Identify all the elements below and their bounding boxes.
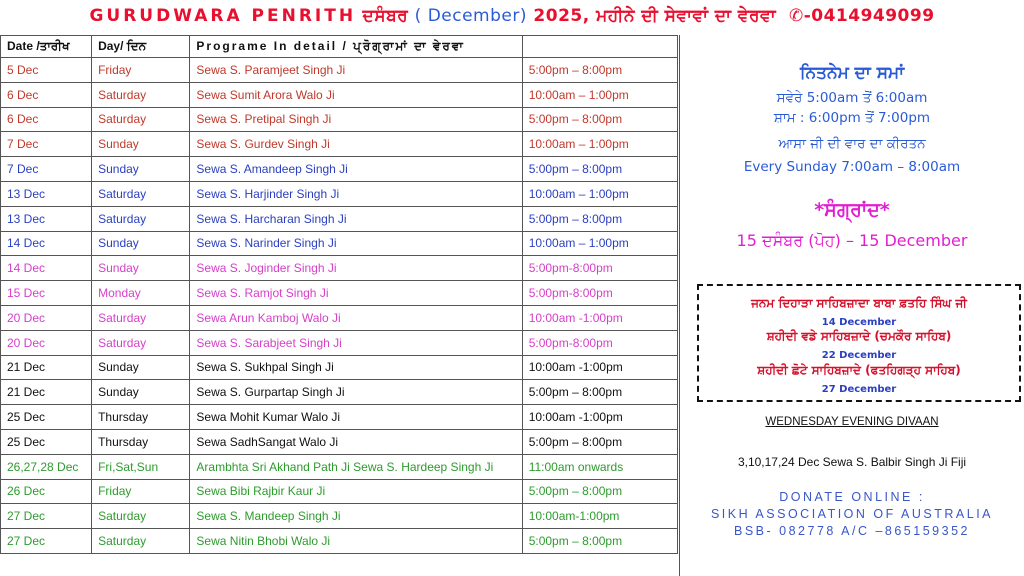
cell-time: 5:00pm-8:00pm xyxy=(522,256,677,281)
cell-date: 14 Dec xyxy=(1,256,92,281)
table-row xyxy=(1,305,678,330)
table-row xyxy=(1,355,678,380)
month-punjabi: ਦਸੰਬਰ xyxy=(362,6,409,26)
table-row xyxy=(1,281,678,306)
cell-program: Sewa S. Harcharan Singh Ji xyxy=(190,206,522,231)
cell-time: 5:00pm – 8:00pm xyxy=(522,429,677,454)
cell-date: 13 Dec xyxy=(1,181,92,206)
table-row xyxy=(1,231,678,256)
donate-title: DONATE ONLINE : xyxy=(779,490,925,504)
table-row xyxy=(1,206,678,231)
cell-program: Sewa S. Gurdev Singh Ji xyxy=(190,132,522,157)
table-row xyxy=(1,256,678,281)
cell-program: Sewa S. Amandeep Singh Ji xyxy=(190,157,522,182)
cell-time: 11:00am onwards xyxy=(522,454,677,479)
header-day: Day/ ਦਿਨ xyxy=(92,36,190,58)
cell-day: Saturday xyxy=(92,305,190,330)
donate-org: SIKH ASSOCIATION OF AUSTRALIA xyxy=(710,507,994,521)
nitnem-morning: ਸਵੇਰੇ 5:00am ਤੋਂ 6:00am xyxy=(776,90,928,106)
donate-account: BSB- 082778 A/C –865159352 xyxy=(734,524,970,538)
cell-time: 5:00pm – 8:00pm xyxy=(522,157,677,182)
cell-time: 5:00pm-8:00pm xyxy=(522,281,677,306)
cell-date: 27 Dec xyxy=(1,529,92,554)
cell-program: Sewa Mohit Kumar Walo Ji xyxy=(190,405,522,430)
cell-program: Sewa Arun Kamboj Walo Ji xyxy=(190,305,522,330)
cell-date: 20 Dec xyxy=(1,305,92,330)
cell-day: Friday xyxy=(92,479,190,504)
cell-date: 15 Dec xyxy=(1,281,92,306)
cell-program: Sewa S. Narinder Singh Ji xyxy=(190,231,522,256)
table-row xyxy=(1,529,678,554)
cell-day: Thursday xyxy=(92,405,190,430)
table-row xyxy=(1,82,678,107)
header-date: Date /ਤਾਰੀਖ xyxy=(1,36,92,58)
year: 2025, xyxy=(533,6,590,26)
table-row xyxy=(1,479,678,504)
cell-date: 25 Dec xyxy=(1,405,92,430)
cell-day: Saturday xyxy=(92,107,190,132)
event-title: ਸ਼ਹੀਦੀ ਵਡੇ ਸਾਹਿਬਜ਼ਾਦੇ (ਚਮਕੌਰ ਸਾਹਿਬ) xyxy=(766,329,952,343)
cell-day: Saturday xyxy=(92,206,190,231)
cell-program: Sewa S. Sukhpal Singh Ji xyxy=(190,355,522,380)
header-subtitle: ਮਹੀਨੇ ਦੀ ਸੇਵਾਵਾਂ ਦਾ ਵੇਰਵਾ xyxy=(596,6,777,26)
cell-time: 5:00pm-8:00pm xyxy=(522,330,677,355)
nitnem-title: ਨਿਤਨੇਮ ਦਾ ਸਮਾਂ xyxy=(799,63,905,83)
cell-program: Arambhta Sri Akhand Path Ji Sewa S. Hardeep Singh Ji xyxy=(190,454,522,479)
cell-day: Sunday xyxy=(92,157,190,182)
phone-number: ✆-0414949099 xyxy=(788,6,935,26)
table-row xyxy=(1,157,678,182)
table-row xyxy=(1,504,678,529)
cell-day: Saturday xyxy=(92,181,190,206)
event-date: 22 December xyxy=(821,350,897,361)
cell-time: 5:00pm – 8:00pm xyxy=(522,529,677,554)
header-program: Programe In detail / ਪ੍ਰੋਗ੍ਰਾਮਾਂ ਦਾ ਵੇਰਵਾ xyxy=(190,36,522,58)
event-date: 14 December xyxy=(821,317,897,328)
cell-date: 6 Dec xyxy=(1,107,92,132)
cell-program: Sewa S. Ramjot Singh Ji xyxy=(190,281,522,306)
table-row xyxy=(1,58,678,83)
table-row xyxy=(1,181,678,206)
cell-day: Saturday xyxy=(92,504,190,529)
wednesday-title: WEDNESDAY EVENING DIVAAN xyxy=(765,416,939,428)
event-title: ਸ਼ਹੀਦੀ ਛੋਟੇ ਸਾਹਿਬਜ਼ਾਦੇ (ਫਤਹਿਗੜ੍ਹ ਸਾਹਿਬ) xyxy=(757,363,961,377)
cell-time: 5:00pm – 8:00pm xyxy=(522,206,677,231)
cell-day: Sunday xyxy=(92,132,190,157)
cell-time: 5:00pm – 8:00pm xyxy=(522,380,677,405)
sunday-kirtan: Every Sunday 7:00am – 8:00am xyxy=(743,159,961,175)
cell-date: 25 Dec xyxy=(1,429,92,454)
table-row xyxy=(1,330,678,355)
cell-time: 5:00pm – 8:00pm xyxy=(522,107,677,132)
gurdwara-name: GURUDWARA PENRITH xyxy=(89,6,357,26)
cell-day: Thursday xyxy=(92,429,190,454)
cell-date: 21 Dec xyxy=(1,380,92,405)
cell-day: Monday xyxy=(92,281,190,306)
cell-time: 10:00am -1:00pm xyxy=(522,405,677,430)
cell-time: 5:00pm – 8:00pm xyxy=(522,479,677,504)
cell-program: Sewa S. Mandeep Singh Ji xyxy=(190,504,522,529)
wednesday-sewa: 3,10,17,24 Dec Sewa S. Balbir Singh Ji Fiji xyxy=(737,455,967,469)
cell-time: 10:00am – 1:00pm xyxy=(522,82,677,107)
event-date: 27 December xyxy=(821,384,897,395)
cell-program: Sewa Sumit Arora Walo Ji xyxy=(190,82,522,107)
table-row xyxy=(1,380,678,405)
info-panel xyxy=(680,35,1024,576)
nitnem-evening: ਸ਼ਾਮ : 6:00pm ਤੋਂ 7:00pm xyxy=(773,110,931,126)
cell-day: Saturday xyxy=(92,82,190,107)
cell-date: 7 Dec xyxy=(1,132,92,157)
cell-day: Saturday xyxy=(92,529,190,554)
month-english: ( December) xyxy=(414,6,527,26)
table-row xyxy=(1,454,678,479)
cell-time: 10:00am -1:00pm xyxy=(522,305,677,330)
cell-date: 5 Dec xyxy=(1,58,92,83)
event-title: ਜਨਮ ਦਿਹਾੜਾ ਸਾਹਿਬਜ਼ਾਦਾ ਬਾਬਾ ਫ਼ਤਹਿ ਸਿੰਘ ਜੀ xyxy=(751,296,967,310)
cell-program: Sewa SadhSangat Walo Ji xyxy=(190,429,522,454)
cell-time: 5:00pm – 8:00pm xyxy=(522,58,677,83)
cell-time: 10:00am-1:00pm xyxy=(522,504,677,529)
cell-time: 10:00am -1:00pm xyxy=(522,355,677,380)
cell-program: Sewa S. Joginder Singh Ji xyxy=(190,256,522,281)
cell-day: Sunday xyxy=(92,256,190,281)
header-time xyxy=(522,36,677,58)
cell-day: Saturday xyxy=(92,330,190,355)
asa-di-var: ਆਸਾ ਜੀ ਦੀ ਵਾਰ ਦਾ ਕੀਰਤਨ xyxy=(778,136,926,152)
cell-program: Sewa S. Gurpartap Singh Ji xyxy=(190,380,522,405)
table-row xyxy=(1,107,678,132)
table-row xyxy=(1,429,678,454)
cell-date: 26 Dec xyxy=(1,479,92,504)
cell-day: Sunday xyxy=(92,355,190,380)
cell-date: 6 Dec xyxy=(1,82,92,107)
cell-time: 10:00am – 1:00pm xyxy=(522,231,677,256)
cell-program: Sewa S. Pretipal Singh Ji xyxy=(190,107,522,132)
cell-day: Sunday xyxy=(92,231,190,256)
cell-program: Sewa S. Sarabjeet Singh Ji xyxy=(190,330,522,355)
sangrand-date: 15 ਦਸੰਬਰ (ਪੋਹ) – 15 December xyxy=(736,231,968,250)
cell-day: Fri,Sat,Sun xyxy=(92,454,190,479)
page-header xyxy=(0,0,1024,33)
cell-date: 26,27,28 Dec xyxy=(1,454,92,479)
cell-program: Sewa S. Harjinder Singh Ji xyxy=(190,181,522,206)
cell-day: Sunday xyxy=(92,380,190,405)
cell-date: 20 Dec xyxy=(1,330,92,355)
table-row xyxy=(1,405,678,430)
sangrand-title: *ਸੰਗ੍ਰਾਂਦ* xyxy=(814,199,890,221)
cell-date: 21 Dec xyxy=(1,355,92,380)
cell-time: 10:00am – 1:00pm xyxy=(522,181,677,206)
cell-program: Sewa Nitin Bhobi Walo Ji xyxy=(190,529,522,554)
cell-time: 10:00am – 1:00pm xyxy=(522,132,677,157)
cell-date: 14 Dec xyxy=(1,231,92,256)
cell-date: 7 Dec xyxy=(1,157,92,182)
table-header-row xyxy=(1,36,678,58)
cell-date: 27 Dec xyxy=(1,504,92,529)
table-row xyxy=(1,132,678,157)
cell-program: Sewa S. Paramjeet Singh Ji xyxy=(190,58,522,83)
cell-day: Friday xyxy=(92,58,190,83)
schedule-table xyxy=(0,35,678,554)
events-box xyxy=(697,284,1021,402)
cell-date: 13 Dec xyxy=(1,206,92,231)
cell-program: Sewa Bibi Rajbir Kaur Ji xyxy=(190,479,522,504)
